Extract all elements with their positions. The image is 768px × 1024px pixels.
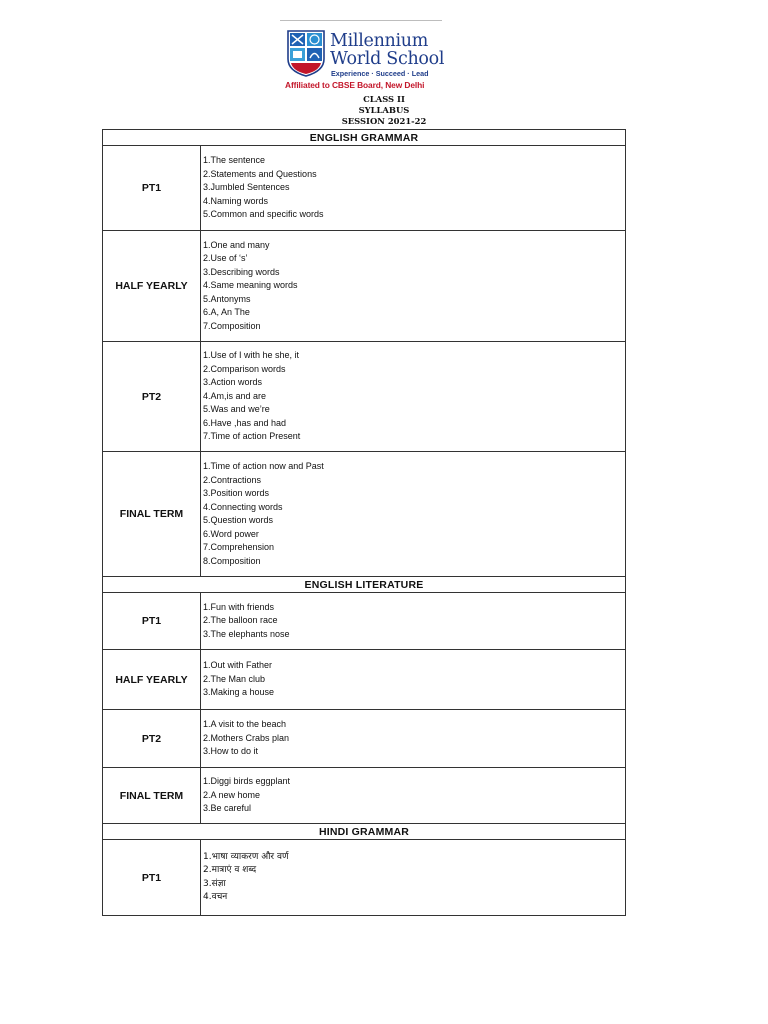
term-label: FINAL TERM — [103, 768, 201, 824]
list-item: 4.वचन — [203, 892, 228, 902]
topics-cell — [201, 650, 626, 710]
list-item: 4.Am,is and are — [203, 390, 267, 401]
list-item: 3.The elephants nose — [203, 628, 290, 639]
list-item: 2.Comparison words — [203, 363, 286, 374]
list-item: 1.Use of I with he she, it — [203, 350, 300, 361]
topics-cell — [201, 768, 626, 824]
list-item: 3.संज्ञा — [203, 878, 226, 889]
list-item: 8.Composition — [203, 555, 261, 566]
list-item: 3.Making a house — [203, 687, 275, 698]
topics-cell — [201, 342, 626, 452]
session-heading: SESSION 2021-22 — [341, 116, 427, 126]
list-item: 2.Statements and Questions — [203, 168, 317, 179]
section-header-row — [103, 130, 626, 146]
section-title: ENGLISH LITERATURE — [103, 577, 626, 593]
table-row — [103, 650, 626, 710]
school-tagline: Experience · Succeed · Lead — [331, 69, 429, 78]
term-label: FINAL TERM — [103, 452, 201, 577]
syllabus-table — [102, 129, 626, 916]
list-item: 2.The balloon race — [203, 615, 278, 626]
list-item: 2.A new home — [203, 789, 261, 800]
term-label: PT1 — [103, 840, 201, 916]
table-row — [103, 231, 626, 342]
section-title: HINDI GRAMMAR — [103, 824, 626, 840]
list-item: 2.मात्राएं व शब्द — [203, 865, 257, 875]
list-item: 4.Same meaning words — [203, 280, 298, 291]
school-name-line2: World School — [330, 49, 445, 69]
list-item: 5.Was and we’re — [203, 404, 270, 415]
topics-cell — [201, 231, 626, 342]
table-row — [103, 710, 626, 768]
list-item: 5.Common and specific words — [203, 209, 324, 220]
school-logo — [280, 20, 445, 94]
section-header-row — [103, 824, 626, 840]
list-item: 1.Out with Father — [203, 660, 273, 671]
topics-cell — [201, 452, 626, 577]
shield-emblem-icon — [286, 29, 326, 77]
table-row — [103, 452, 626, 577]
list-item: 3.Action words — [203, 377, 263, 388]
term-label: HALF YEARLY — [103, 650, 201, 710]
list-item: 3.Be careful — [203, 803, 252, 814]
table-row — [103, 768, 626, 824]
topics-cell — [201, 840, 626, 916]
list-item: 1.The sentence — [203, 155, 266, 166]
list-item: 7.Time of action Present — [203, 431, 301, 442]
term-label: PT2 — [103, 342, 201, 452]
term-label: PT1 — [103, 593, 201, 650]
term-label: HALF YEARLY — [103, 231, 201, 342]
list-item: 4.Connecting words — [203, 501, 283, 512]
table-row — [103, 146, 626, 231]
list-item: 4.Naming words — [203, 195, 269, 206]
list-item: 1.Diggi birds eggplant — [203, 776, 291, 787]
syllabus-heading: SYLLABUS — [358, 105, 410, 115]
topics-cell — [201, 710, 626, 768]
topics-cell — [201, 146, 626, 231]
list-item: 6.Word power — [203, 528, 259, 539]
list-item: 7.Composition — [203, 320, 261, 331]
list-item: 1.भाषा व्याकरण और वर्ण — [203, 851, 289, 862]
term-label: PT2 — [103, 710, 201, 768]
section-title: ENGLISH GRAMMAR — [103, 130, 626, 146]
list-item: 5.Question words — [203, 515, 274, 525]
term-label: PT1 — [103, 146, 201, 231]
list-item: 3.Describing words — [203, 266, 280, 277]
list-item: 3.Position words — [203, 488, 270, 498]
list-item: 3.Jumbled Sentences — [203, 182, 290, 193]
list-item: 2.Mothers Crabs plan — [203, 732, 290, 743]
list-item: 2.The Man club — [203, 673, 266, 684]
list-item: 3.How to do it — [203, 746, 259, 757]
section-header-row — [103, 577, 626, 593]
list-item: 1.One and many — [203, 239, 270, 250]
list-item: 1.Fun with friends — [203, 601, 275, 612]
logo-divider — [280, 20, 442, 21]
list-item: 6.A, An The — [203, 307, 250, 318]
list-item: 2.Contractions — [203, 474, 262, 485]
list-item: 1.A visit to the beach — [203, 719, 287, 730]
topics-cell — [201, 593, 626, 650]
table-row — [103, 840, 626, 916]
list-item: 1.Time of action now and Past — [203, 461, 324, 471]
list-item: 6.Have ,has and had — [203, 417, 287, 428]
table-row — [103, 593, 626, 650]
list-item: 5.Antonyms — [203, 293, 251, 304]
list-item: 7.Comprehension — [203, 542, 275, 552]
school-name-line1: Millennium — [330, 31, 429, 51]
class-heading: CLASS II — [363, 94, 405, 104]
affiliation-text: Affiliated to CBSE Board, New Delhi — [285, 80, 425, 90]
table-row — [103, 342, 626, 452]
list-item: 2.Use of ‘s’ — [203, 253, 248, 264]
